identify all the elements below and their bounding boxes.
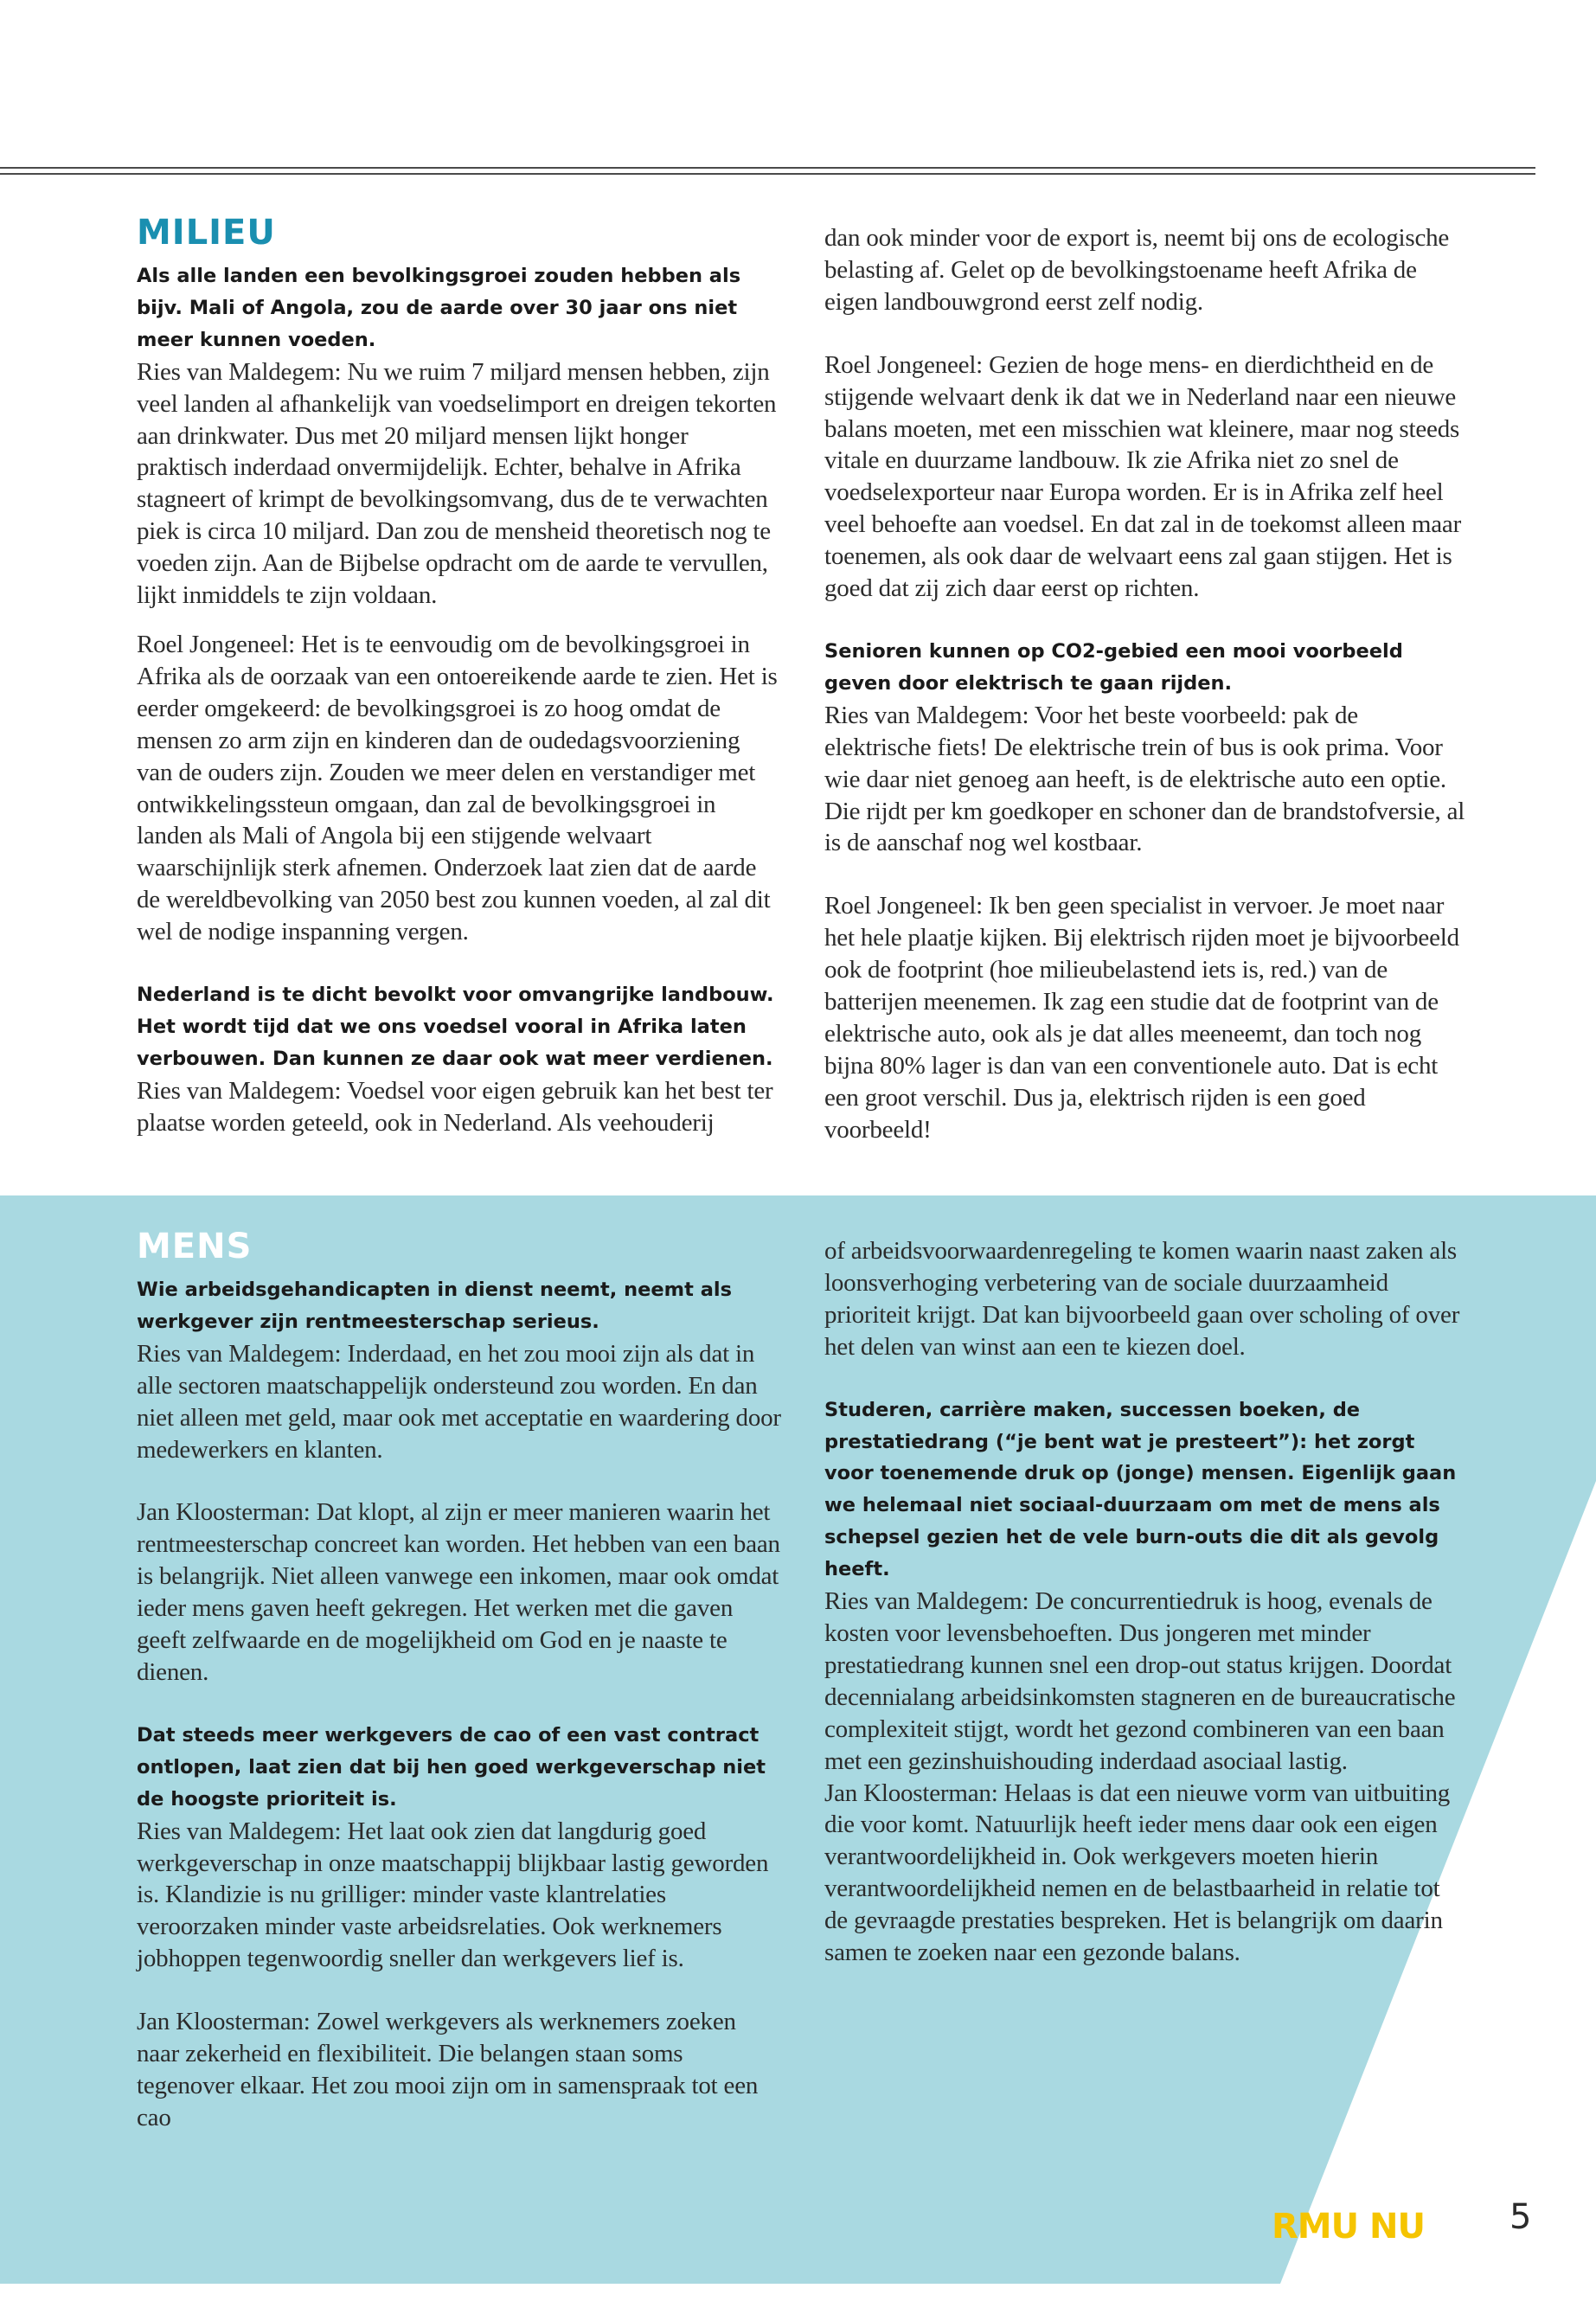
answer-paragraph: Ries van Maldegem: De concurrentiedruk is hoog, evenals de kosten voor levensbehoeften. Dus jongeren met minder prestatiedrang kunnen snel een drop-out status krijgen. Doordat decennialang arbeidsinkomsten stagneren en de bureaucratische complexiteit stijgt, wordt het gezond combineren van een baan met een gezinshuishouding inderdaad asociaal lastig. [824,1587,1456,1775]
answer-paragraph: Jan Kloosterman: Zowel werkgevers als werknemers zoeken naar zekerheid en flexibiliteit. Die belangen staan soms tegenover elkaar. Het zou mooi zijn om in samenspraak tot een cao [137,2008,759,2131]
answer-paragraph: Roel Jongeneel: Het is te eenvoudig om de bevolkingsgroei in Afrika als de oorzaak van een ontoereikende aarde te zien. Het is eerder omgekeerd: de bevolkingsgroei is zo hoog omdat de mensen zo arm zijn en kinderen dan de oudedagsvoorziening van de ouders zijn. Zouden we meer delen en verstandiger met ontwikkelingssteun omgaan, dan zal de bevolkingsgroei in landen als Mali of Angola bij een stijgende welvaart waarschijnlijk sterk afnemen. Onderzoek laat zien dat de aarde de wereldbevolking van 2050 best zou kunnen voeden, al zal dit wel de nodige inspanning vergen. [137,630,778,946]
answer-paragraph: dan ook minder voor de export is, neemt bij ons de ecologische belasting af. Gelet op de bevolkingstoename heeft Afrika de eigen landbouwgrond eerst zelf nodig. [824,224,1450,316]
question: Dat steeds meer werkgevers de cao of een vast contract ontlopen, laat zien dat bij hen goed werkgeverschap niet de hoogste prioriteit is. [137,1723,766,1811]
top-rule-2 [0,173,1535,175]
answer-paragraph: Ries van Maldegem: Voedsel voor eigen gebruik kan het best ter plaatse worden geteeld, ook in Nederland. Als veehouderij [137,1076,773,1137]
page-number: 5 [1509,2197,1532,2237]
question: Studeren, carrière maken, successen boeken, de prestatiedrang (“je bent wat je presteert”): het zorgt voor toenemende druk op (jonge) mensen. Eigenlijk gaan we helemaal niet sociaal-duurzaam om met de mens als schepsel gezien het de vele burn-outs die dit als gevolg heeft. [824,1398,1457,1581]
answer-paragraph: Ries van Maldegem: Het laat ook zien dat langdurig goed werkgeverschap in onze maatschappij blijkbaar lastig geworden is. Klandizie is nu grilliger: minder vaste klantrelaties veroorzaken minder vaste arbeidsrelaties. Ook werknemers jobhoppen tegenwoordig sneller dan werkgevers lief is. [137,1817,769,1973]
question: Als alle landen een bevolkingsgroei zouden hebben als bijv. Mali of Angola, zou de aarde over 30 jaar ons niet meer kunnen voeden. [137,265,741,351]
answer-paragraph: Roel Jongeneel: Ik ben geen specialist in vervoer. Je moet naar het hele plaatje kijken. Bij elektrisch rijden moet je bijvoorbeeld ook de footprint (hoe milieubelastend iets is, red.) van de batterijen meenemen. Ik zag een studie dat de footprint van de elektrische auto, ook als je dat alles meeneemt, dan toch nog bijna 80% lager is dan van een conventionele auto. Dat is echt een groot verschil. Dus ja, elektrisch rijden is een goed voorbeeld! [824,892,1459,1144]
logo-text: RMU NU [1272,2207,1425,2245]
answer-paragraph: Ries van Maldegem: Nu we ruim 7 miljard mensen hebben, zijn veel landen al afhankelijk van voedselimport en dreigen tekorten aan drinkwater. Dus met 20 miljard mensen lijkt honger praktisch inderdaad onvermijdelijk. Echter, behalve in Afrika stagneert of krimpt de bevolkingsomvang, dus de te verwachten piek is circa 10 miljard. Dan zou de mensheid theoretisch nog te voeden zijn. Aan de Bijbelse opdracht om de aarde te vervullen, lijkt inmiddels te zijn voldaan. [137,357,777,610]
answer-paragraph: Ries van Maldegem: Voor het beste voorbeeld: pak de elektrische fiets! De elektrische trein of bus is ook prima. Voor wie daar niet genoeg aan heeft, is de elektrische auto een optie. Die rijdt per km goedkoper en schoner dan de brandstofversie, al is de aanschaf nog wel kostbaar. [824,701,1465,857]
question: Senioren kunnen op CO2-gebied een mooi voorbeeld geven door elektrisch te gaan rijden. [824,639,1403,695]
answer-paragraph: Ries van Maldegem: Inderdaad, en het zou mooi zijn als dat in alle sectoren maatschappelijk ondersteund zou worden. En dan niet alleen met geld, maar ook met acceptatie en waardering door medewerkers en klanten. [137,1339,781,1464]
question: Nederland is te dicht bevolkt voor omvangrijke landbouw. Het wordt tijd dat we ons voedsel vooral in Afrika laten verbouwen. Dan kunnen ze daar ook wat meer verdienen. [137,984,774,1070]
milieu-heading: MILIEU [137,213,276,253]
question: Wie arbeidsgehandicapten in dienst neemt, neemt als werkgever zijn rentmeesterschap serieus. [137,1279,732,1333]
mens-right-column [824,1235,1469,1969]
milieu-right-column [824,222,1469,1146]
answer-paragraph: Roel Jongeneel: Gezien de hoge mens- en dierdichtheid en de stijgende welvaart denk ik dat we in Nederland naar een nieuwe balans moeten, met een misschien wat kleinere, maar nog steeds vitale en duurzame landbouw. Ik zie Afrika niet zo snel de voedselexporteur naar Europa worden. Er is in Afrika zelf heel veel behoefte aan voedsel. En dat zal in de toekomst alleen maar toenemen, als ook daar de welvaart eens zal gaan stijgen. Het is goed dat zij zich daar eerst op richten. [824,350,1462,603]
answer-paragraph: Jan Kloosterman: Helaas is dat een nieuwe vorm van uitbuiting die voor komt. Natuurlijk heeft ieder mens daar ook een eigen verantwoordelijkheid in. Ook werkgevers moeten hierin verantwoordelijkheid nemen en de belastbaarheid in relatie tot de gevraagde prestaties bespreken. Het is belangrijk om daarin samen te zoeken naar een gezonde balans. [824,1779,1451,1967]
answer-paragraph: of arbeidsvoorwaardenregeling te komen waarin naast zaken als loonsverhoging verbetering van de sociale duurzaamheid prioriteit krijgt. Dat kan bijvoorbeeld gaan over scholing of over het delen van winst aan een te kiezen doel. [824,1237,1460,1361]
answer-paragraph: Jan Kloosterman: Dat klopt, al zijn er meer manieren waarin het rentmeesterschap concreet kan worden. Het hebben van een baan is belangrijk. Niet alleen vanwege een inkomen, maar ook omdat ieder mens gaven heeft gekregen. Het werken met die gaven geeft zelfwaarde en de mogelijkheid om God en je naaste te dienen. [137,1498,780,1686]
mens-heading: MENS [137,1227,253,1266]
milieu-left-column [137,210,781,1139]
top-rule [0,167,1535,169]
rmu-nu-logo [1272,2203,1436,2245]
mens-left-column [137,1224,781,2134]
